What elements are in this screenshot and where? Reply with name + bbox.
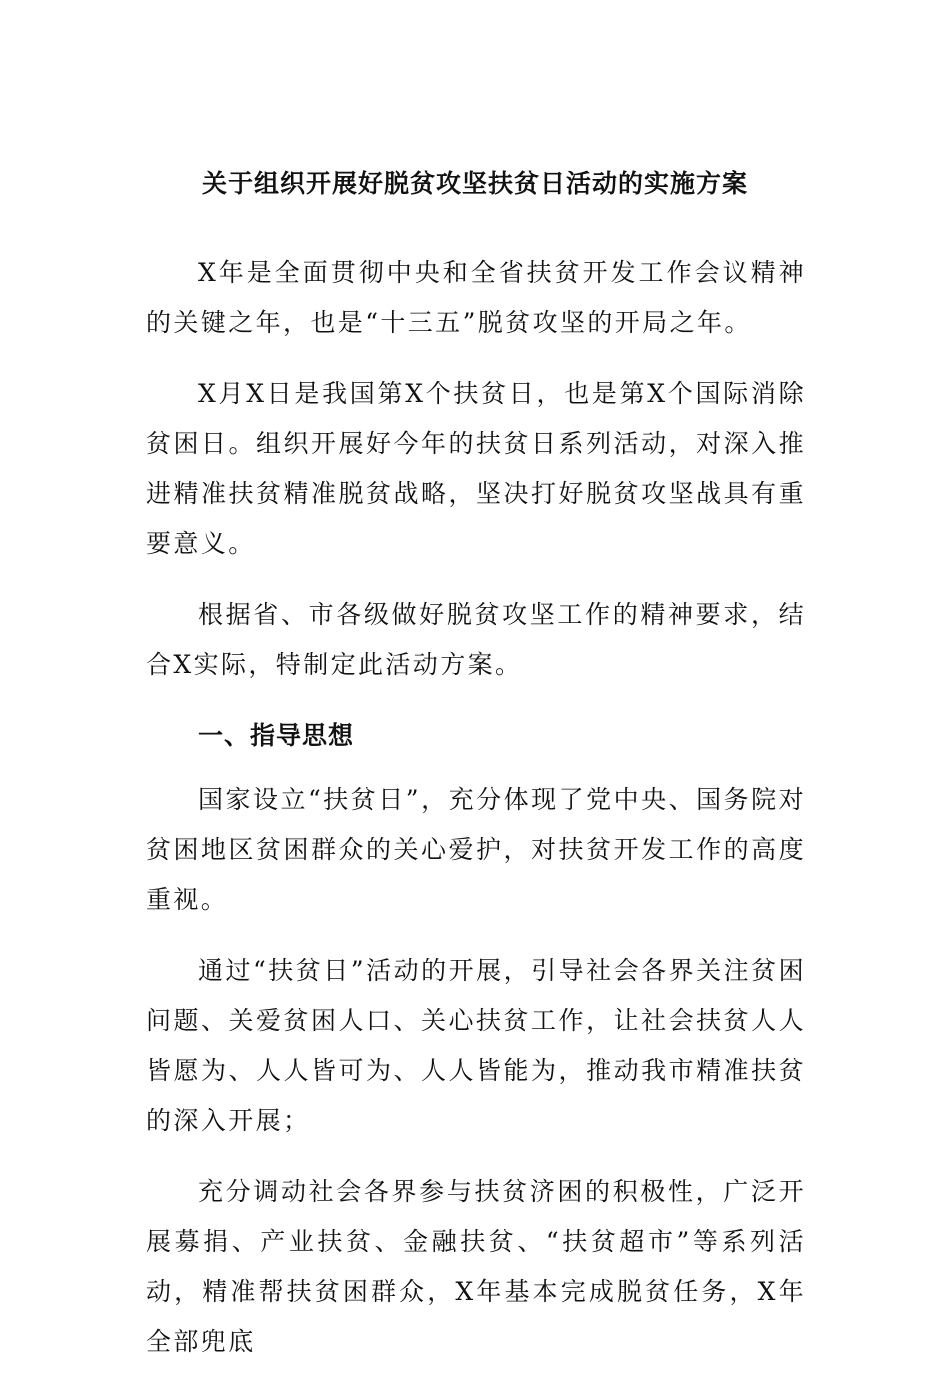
document-title: 关于组织开展好脱贫攻坚扶贫日活动的实施方案	[201, 169, 748, 198]
section-heading-guiding-thought: 一、指导思想	[198, 721, 355, 750]
paragraph-intro-1: X年是全面贯彻中央和全省扶贫开发工作会议精神的关键之年，也是“十三五”脱贫攻坚的开局之年。	[146, 258, 806, 337]
paragraph-section1-1: 国家设立“扶贫日”，充分体现了党中央、国务院对贫困地区贫困群众的关心爱护，对扶贫开发工作的高度重视。	[146, 785, 806, 914]
document-body	[146, 248, 806, 1388]
paragraph-intro-2: X月X日是我国第X个扶贫日，也是第X个国际消除贫困日。组织开展好今年的扶贫日系列活动，对深入推进精准扶贫精准脱贫战略，坚决打好脱贫攻坚战具有重要意义。	[146, 379, 806, 558]
paragraph-intro-3: 根据省、市各级做好脱贫攻坚工作的精神要求，结合X实际，特制定此活动方案。	[146, 600, 806, 679]
paragraph-section1-2: 通过“扶贫日”活动的开展，引导社会各界关注贫困问题、关爱贫困人口、关心扶贫工作，让社会扶贫人人皆愿为、人人皆可为、人人皆能为，推动我市精准扶贫的深入开展；	[146, 956, 806, 1135]
paragraph-section1-3: 充分调动社会各界参与扶贫济困的积极性，广泛开展募捐、产业扶贫、金融扶贫、“扶贫超市”等系列活动，精准帮扶贫困群众，X年基本完成脱贫任务，X年全部兜底	[146, 1177, 806, 1356]
